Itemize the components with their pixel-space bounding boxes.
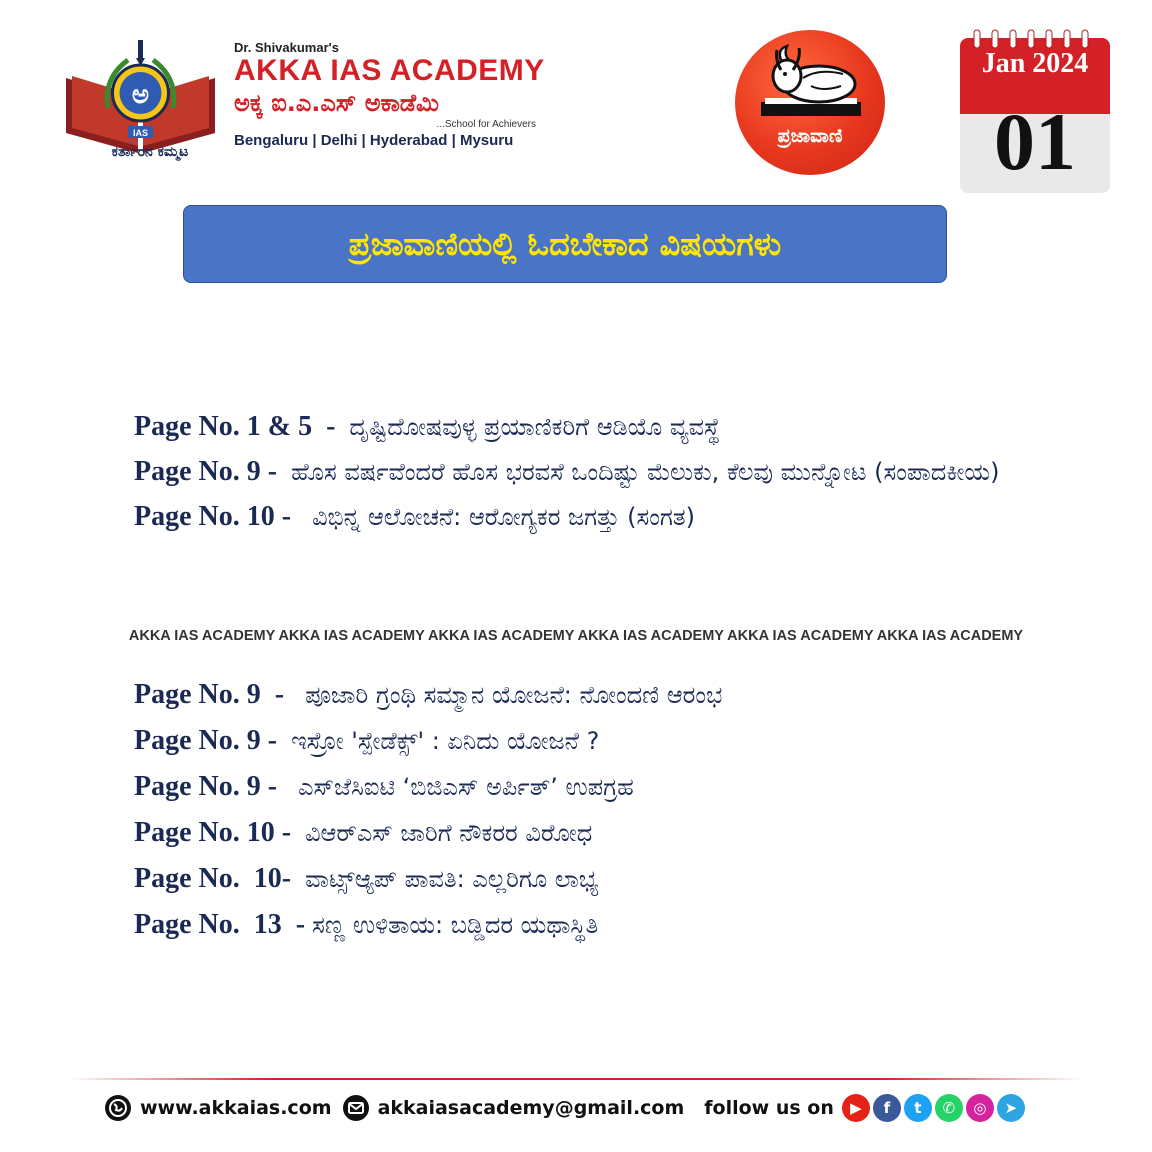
page-number: Page No. 9 - — [134, 679, 306, 710]
article-title: ಹೊಸ ವರ್ಷವೆಂದರೆ ಹೊಸ ಭರವಸೆ ಒಂದಿಷ್ಟು ಮೆಲುಕು, ಕೆಲವು ಮುನ್ನೋಟ (ಸಂಪಾದಕೀಯ) — [291, 458, 1000, 486]
list-item — [134, 408, 1094, 445]
page-number: Page No. 13 - — [134, 909, 313, 940]
academy-logo — [58, 38, 558, 178]
list-item — [134, 722, 1094, 760]
page-number: Page No. 10 - — [134, 817, 306, 848]
page-number: Page No. 1 & 5 - — [134, 411, 350, 442]
article-list-primary — [134, 408, 1094, 543]
youtube-icon[interactable]: ▶ — [842, 1094, 870, 1122]
brand-name: AKKA IAS ACADEMY — [234, 54, 545, 87]
article-title: ದೃಷ್ಟಿದೋಷವುಳ್ಳ ಪ್ರಯಾಣಿಕರಿಗೆ ಆಡಿಯೊ ವ್ಯವಸ್ಥೆ — [349, 413, 721, 441]
email-link[interactable] — [342, 1094, 685, 1122]
page-number: Page No. 9 - — [134, 771, 299, 802]
page-number: Page No. 10- — [134, 863, 306, 894]
article-title: ಎಸ್‌ಜೆಸಿಐಟಿ ‘ಬಿಜಿಎಸ್ ಅರ್ಪಿತ್’ ಉಪಗ್ರಹ — [298, 773, 634, 801]
website-link[interactable] — [104, 1094, 332, 1122]
emblem-tag: IAS — [132, 128, 149, 138]
whatsapp-icon[interactable]: ✆ — [935, 1094, 963, 1122]
follow-label: follow us on — [704, 1097, 834, 1119]
watermark-divider: AKKA IAS ACADEMY AKKA IAS ACADEMY AKKA IAS ACADEMY AKKA IAS ACADEMY AKKA IAS ACADEMY AKKA IAS ACADEMY — [128, 628, 1024, 644]
page-number: Page No. 10 - — [134, 501, 313, 532]
article-title: ಪೂಜಾರಿ ಗ್ರಂಥಿ ಸಮ್ಮಾನ ಯೋಜನೆ: ನೋಂದಣಿ ಆರಂಭ — [305, 681, 723, 709]
list-item — [134, 768, 1094, 806]
list-item — [134, 906, 1094, 944]
brand-cities: Bengaluru | Delhi | Hyderabad | Mysuru — [234, 132, 514, 149]
facebook-icon[interactable]: f — [873, 1094, 901, 1122]
article-title: ವಿಭಿನ್ನ ಆಲೋಚನೆ: ಆರೋಗ್ಯಕರ ಜಗತ್ತು (ಸಂಗತ) — [312, 503, 695, 531]
list-item — [134, 860, 1094, 898]
nandi-bull-icon — [753, 40, 868, 125]
page-title: ಪ್ರಜಾವಾಣಿಯಲ್ಲಿ ಓದಬೇಕಾದ ವಿಷಯಗಳು — [348, 224, 782, 263]
article-title: ಇಸ್ರೋ 'ಸ್ಪೇಡೆಕ್ಸ್' : ಏನಿದು ಯೋಜನೆ ? — [291, 727, 600, 755]
emblem-letter: ಅ — [131, 80, 150, 110]
newspaper-logo — [735, 30, 885, 175]
article-title: ಸಣ್ಣ ಉಳಿತಾಯ: ಬಡ್ಡಿದರ ಯಥಾಸ್ಥಿತಿ — [312, 911, 599, 939]
title-banner — [183, 205, 947, 283]
telegram-icon[interactable]: ➤ — [997, 1094, 1025, 1122]
email-text: akkaiasacademy@gmail.com — [377, 1097, 685, 1119]
list-item — [134, 676, 1094, 714]
footer — [104, 1090, 1028, 1126]
website-text: www.akkaias.com — [140, 1097, 332, 1119]
globe-icon — [104, 1094, 132, 1122]
calendar-day: 01 — [994, 96, 1076, 187]
article-list-secondary — [134, 676, 1094, 952]
logo-tagline: ಕರ್ತಾರನ ಕಮ್ಮಟ — [111, 144, 189, 160]
brand-by: Dr. Shivakumar's — [234, 40, 339, 55]
brand-name-kannada: ಅಕ್ಕ ಐ.ಎ.ಎಸ್ ಅಕಾಡೆಮಿ — [234, 89, 439, 117]
list-item — [134, 453, 1094, 490]
instagram-icon[interactable]: ◎ — [966, 1094, 994, 1122]
brand-text — [234, 40, 564, 149]
list-item — [134, 498, 1094, 535]
calendar-rings-icon — [972, 28, 1098, 50]
page-number: Page No. 9 - — [134, 456, 292, 487]
twitter-icon[interactable]: t — [904, 1094, 932, 1122]
calendar-date — [960, 28, 1110, 193]
article-title: ವಾಟ್ಸ್‌ಆ್ಯಪ್ ಪಾವತಿ: ಎಲ್ಲರಿಗೂ ಲಾಭ್ಯ — [305, 865, 599, 893]
calendar-month: Jan 2024 — [981, 48, 1089, 79]
mail-icon — [342, 1094, 370, 1122]
footer-divider — [68, 1078, 1084, 1080]
page-number: Page No. 9 - — [134, 725, 292, 756]
brand-motto: ...School for Achievers — [436, 119, 536, 130]
list-item — [134, 814, 1094, 852]
article-title: ವಿಆರ್‌ಎಸ್ ಜಾರಿಗೆ ನೌಕರರ ವಿರೋಧ — [305, 819, 593, 847]
newspaper-name: ಪ್ರಜಾವಾಣಿ — [777, 125, 843, 147]
